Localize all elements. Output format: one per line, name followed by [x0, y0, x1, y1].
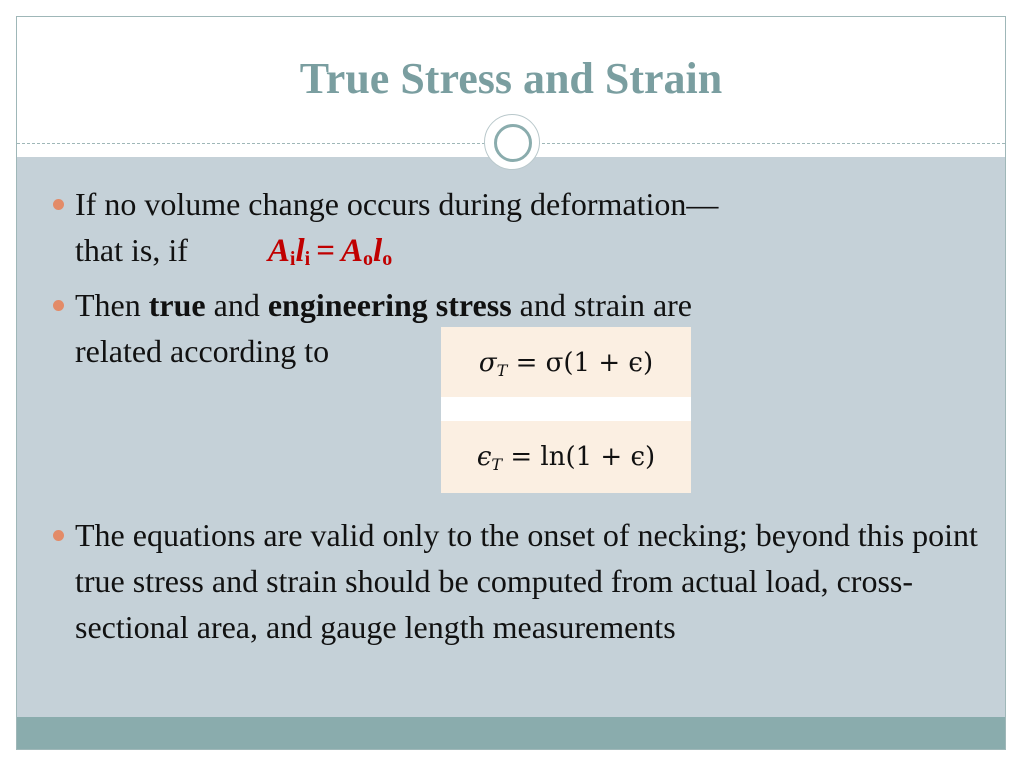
formula-a: A — [341, 233, 364, 269]
slide — [16, 16, 1006, 750]
bullet-dot-icon — [53, 199, 64, 210]
bullet-text: Then — [75, 287, 149, 323]
eq-lhs-subscript: T — [496, 361, 508, 380]
volume-formula — [268, 233, 392, 269]
formula-l: l — [295, 233, 305, 269]
bullet-text-line2: related according to — [75, 333, 330, 369]
formula-sub: i — [289, 248, 296, 270]
eq-lhs-subscript: T — [491, 455, 503, 474]
slide-title: True Stress and Strain — [299, 54, 723, 103]
bold-true: true — [148, 287, 206, 323]
eq-rhs: = ln(1 + ϵ) — [510, 442, 656, 472]
formula-l: l — [373, 233, 383, 269]
formula-equals: = — [316, 233, 335, 269]
bullet-item-volume — [53, 181, 983, 282]
bullet-item-necking — [53, 512, 983, 650]
bullet-text-line1: If no volume change occurs during deformation— — [75, 186, 719, 222]
circle-ornament-inner — [494, 124, 532, 162]
formula-sub: o — [363, 248, 374, 270]
equation-true-strain — [441, 421, 691, 493]
formula-sub: o — [382, 248, 393, 270]
eq-lhs-symbol: σ — [478, 348, 497, 378]
formula-sub: i — [304, 248, 311, 270]
bullet-text-line2: that is, if — [75, 232, 188, 268]
bottom-bar — [17, 717, 1005, 750]
bold-engineering-stress: engineering stress — [267, 287, 512, 323]
formula-a: A — [267, 233, 290, 269]
circle-ornament-icon — [484, 114, 540, 170]
bullet-text: The equations are valid only to the onset of necking; beyond this point true stress and strain should be computed from actual load, cross-sectional area, and gauge length measurements — [75, 517, 978, 645]
eq-lhs-symbol: ϵ — [476, 442, 492, 472]
equation-separator — [441, 397, 691, 421]
eq-rhs: = σ(1 + ϵ) — [515, 348, 654, 378]
bullet-text: and — [205, 287, 268, 323]
bullet-text: and strain are — [511, 287, 692, 323]
bullet-dot-icon — [53, 530, 64, 541]
equation-true-stress — [441, 327, 691, 399]
bullet-dot-icon — [53, 300, 64, 311]
